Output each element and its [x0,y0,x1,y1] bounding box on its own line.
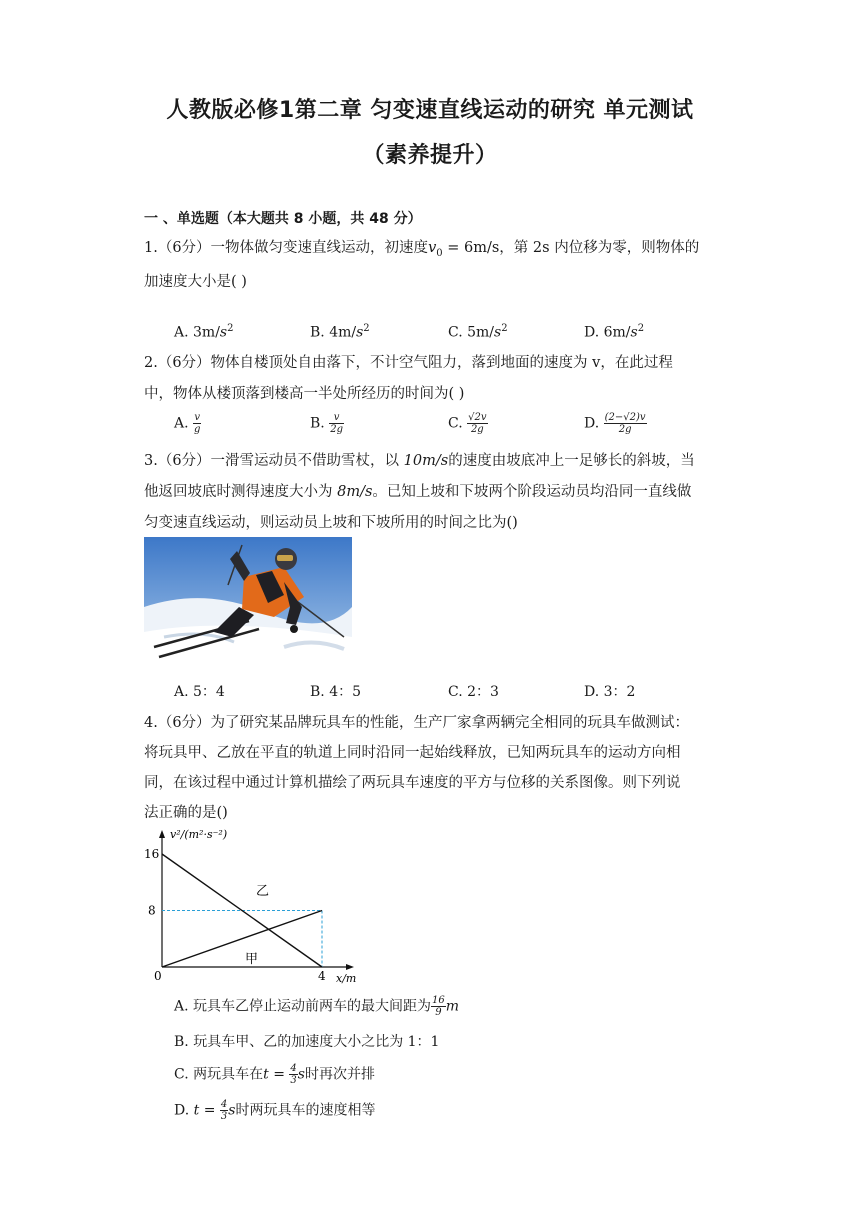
y-tick-16: 16 [144,847,160,861]
x-axis-arrow [346,964,354,970]
y-axis-label: v²/(m²·s⁻²) [170,828,228,841]
q4-line1: 4.（6分）为了研究某品牌玩具车的性能，生产厂家拿两辆完全相同的玩具车做测试： [144,715,690,731]
q4-option-a[interactable]: A. 玩具车乙停止运动前两车的最大间距为 $\frac{16}{9}$ m [174,995,460,1018]
q3-option-a[interactable]: A. 5：4 [174,684,225,700]
series-line-1 [162,911,322,968]
series-label-yi: 乙 [256,883,270,899]
origin-label: 0 [154,969,162,983]
q4-option-b[interactable]: B. 玩具车甲、乙的加速度大小之比为 1：1 [174,1034,440,1050]
q4-option-c[interactable]: C. 两玩具车在t = $\frac{4}{3}$ s时再次并排 [174,1063,375,1086]
y-tick-8: 8 [148,903,156,918]
q2-option-d[interactable]: D. $\frac{(2-√2)v}{2g}$ [584,412,646,435]
q2-option-b[interactable]: B. $\frac{v}{2g}$ [310,412,343,435]
q2-line2: 中，物体从楼顶落到楼高一半处所经历的时间为( ) [144,386,465,402]
q2-line1: 2.（6分）物体自楼顶处自由落下，不计空气阻力，落到地面的速度为 v，在此过程 [144,355,673,371]
q1-option-b[interactable]: B. $4m/s^2$ [310,323,370,341]
x-tick-4: 4 [318,969,326,983]
q3-line2: 他返回坡底时测得速度大小为 8m/s。已知上坡和下坡两个阶段运动员均沿同一直线做 [144,484,692,500]
q3-option-d[interactable]: D. 3：2 [584,684,636,700]
skier-photo [144,537,352,667]
q3-line1: 3.（6分）一滑雪运动员不借助雪杖，以 10m/s的速度由坡底冲上一足够长的斜坡，当 [144,453,695,469]
page-title: 人教版必修1第二章 匀变速直线运动的研究 单元测试 [166,98,694,123]
q4-line3: 同，在该过程中通过计算机描绘了两玩具车速度的平方与位移的关系图像。则下列说 [144,775,681,791]
q1-option-c[interactable]: C. $5m/s^2$ [448,323,508,341]
q2-option-c[interactable]: C. $\frac{√2v}{2g}$ [448,412,487,435]
q1-option-a[interactable]: A. $3m/s^2$ [174,323,234,341]
q1-line1: 1.（6分）一物体做匀变速直线运动，初速度$v_0 = 6m/s$，第 2s 内位移为零，则物体的 [144,240,700,259]
q1-line2: 加速度大小是( ) [144,274,247,290]
series-label-jia: 甲 [245,951,259,967]
v2-x-graph [140,826,370,986]
graph-axes [159,830,354,970]
q3-option-c[interactable]: C. 2：3 [448,684,499,700]
y-axis-arrow [159,830,165,838]
q1-option-d[interactable]: D. $6m/s^2$ [584,323,645,341]
q3-option-b[interactable]: B. 4：5 [310,684,362,700]
section-header: 一 、单选题（本大题共 8 小题，共 48 分） [144,211,422,227]
q4-option-d[interactable]: D. t = $\frac{4}{3}$ s时两玩具车的速度相等 [174,1099,376,1122]
q3-line3: 匀变速直线运动，则运动员上坡和下坡所用的时间之比为() [144,515,518,531]
q4-line2: 将玩具甲、乙放在平直的轨道上同时沿同一起始线释放，已知两玩具车的运动方向相 [144,745,681,761]
page-subtitle: （素养提升） [362,143,498,168]
q4-line4: 法正确的是() [144,805,228,821]
q2-option-a[interactable]: A. $\frac{v}{g}$ [174,412,201,435]
x-axis-label: x/m [336,972,357,985]
